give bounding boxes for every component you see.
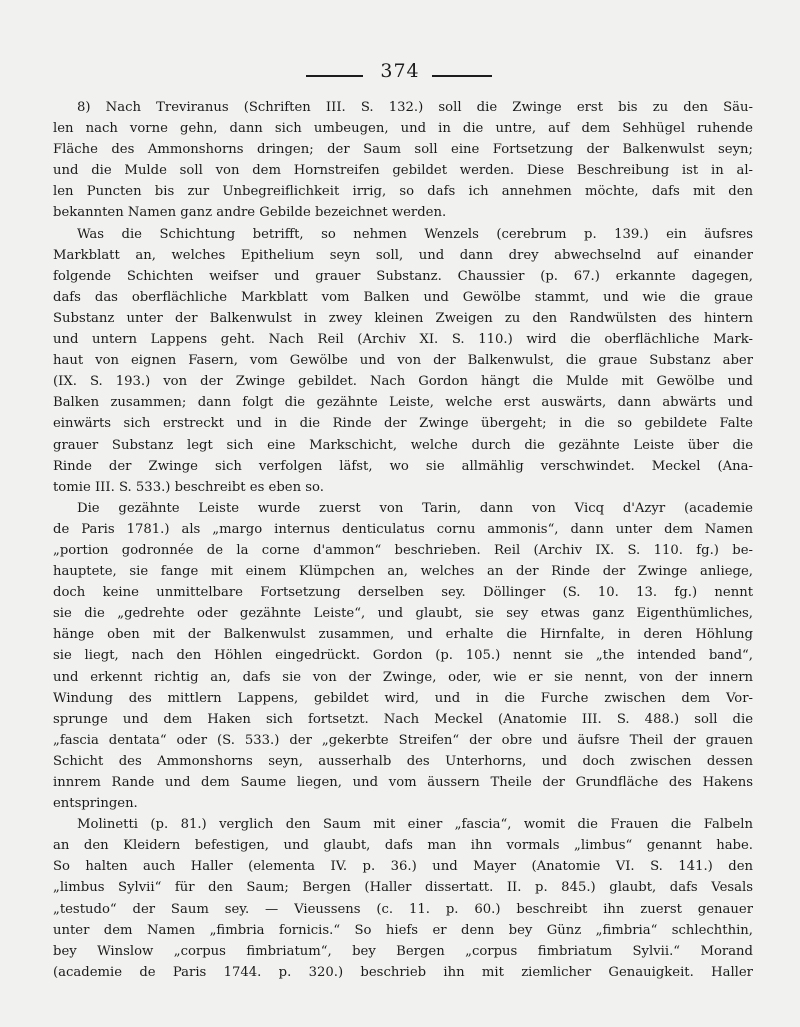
text-line: Substanz unter der Balkenwulst in zwey kleinen Zweigen zu den Randwülsten des hintern <box>53 310 753 326</box>
text-line: entspringen. <box>53 796 138 812</box>
text-line: len Puncten bis zur Unbegreiflichkeit irrig, so dafs ich annehmen möchte, dafs mit den <box>53 184 753 200</box>
text-line: einwärts sich erstreckt und in die Rinde der Zwinge übergeht; in die so gebildete Falte <box>53 416 753 432</box>
text-line: (academie de Paris 1744. p. 320.) beschrieb ihn mit ziemlicher Genauigkeit. Haller <box>53 964 753 980</box>
text-line: „testudo“ der Saum sey. — Vieussens (c. 11. p. 60.) beschreibt ihn zuerst genauer <box>53 901 753 917</box>
text-line: 8) Nach Treviranus (Schriften III. S. 132.) soll die Zwinge erst bis zu den Säu- <box>77 100 753 115</box>
text-line: So halten auch Haller (elementa IV. p. 36.) und Mayer (Anatomie VI. S. 141.) den <box>53 859 753 875</box>
text-line: Rinde der Zwinge sich verfolgen läfst, wo sie allmählig verschwindet. Meckel (Ana- <box>53 458 753 474</box>
text-line: Die gezähnte Leiste wurde zuerst von Tarin, dann von Vicq d'Azyr (academie <box>77 500 753 516</box>
text-line: (IX. S. 193.) von der Zwinge gebildet. Nach Gordon hängt die Mulde mit Gewölbe und <box>53 374 753 390</box>
text-line: „portion godronnée de la corne d'ammon“ beschrieben. Reil (Archiv IX. S. 110. fg.) be- <box>53 542 753 558</box>
body-text <box>53 97 753 983</box>
text-line: und erkennt richtig an, dafs sie von der Zwinge, oder, wie er sie nennt, von der innern <box>53 669 753 685</box>
text-line: doch keine unmittelbare Fortsetzung derselben sey. Döllinger (S. 10. 13. fg.) nennt <box>53 585 753 601</box>
text-line: de Paris 1781.) als „margo internus denticulatus cornu ammonis“, dann unter dem Namen <box>53 521 753 537</box>
text-line: bekannten Namen ganz andre Gebilde bezeichnet werden. <box>53 205 447 221</box>
text-line: „limbus Sylvii“ für den Saum; Bergen (Haller dissertatt. II. p. 845.) glaubt, dafs Vesals <box>53 880 753 896</box>
text-line: Molinetti (p. 81.) verglich den Saum mit einer „fascia“, womit die Frauen die Falbeln <box>77 817 753 833</box>
text-line: haut von eignen Fasern, vom Gewölbe und von der Balkenwulst, die graue Substanz aber <box>53 353 753 369</box>
text-line: an den Kleidern befestigen, und glaubt, dafs man ihn vormals „limbus“ genannt habe. <box>53 838 753 854</box>
text-line: Fläche des Ammonshorns dringen; der Saum soll eine Fortsetzung der Balkenwulst seyn; <box>53 142 753 158</box>
text-line: und untern Lappens geht. Nach Reil (Archiv XI. S. 110.) wird die oberflächliche Mark- <box>53 332 753 348</box>
text-line: Was die Schichtung betrifft, so nehmen Wenzels (cerebrum p. 139.) ein äufsres <box>77 226 753 242</box>
text-line: Schicht des Ammonshorns seyn, ausserhalb des Unterhorns, und doch zwischen dessen <box>53 753 753 769</box>
text-line: „fascia dentata“ oder (S. 533.) der „gekerbte Streifen“ der obre und äufsre Theil der grauen <box>53 732 753 748</box>
text-line: sie liegt, nach den Höhlen eingedrückt. Gordon (p. 105.) nennt sie „the intended band“, <box>53 648 753 664</box>
text-line: len nach vorne gehn, dann sich umbeugen, und in die untre, auf dem Sehhügel ruhende <box>53 121 753 137</box>
text-line: sie die „gedrehte oder gezähnte Leiste“, und glaubt, sie sey etwas ganz Eigenthümliches, <box>53 606 753 622</box>
text-line: bey Winslow „corpus fimbriatum“, bey Bergen „corpus fimbriatum Sylvii.“ Morand <box>53 943 753 959</box>
header-rule-right <box>432 75 492 77</box>
text-line: folgende Schichten weifser und grauer Substanz. Chaussier (p. 67.) erkannte dagegen, <box>53 268 753 284</box>
text-line: Windung des mittlern Lappens, gebildet wird, und in die Furche zwischen dem Vor- <box>53 690 753 706</box>
text-line: dafs das oberflächliche Markblatt vom Balken und Gewölbe stammt, und wie die graue <box>53 289 753 305</box>
text-line: und die Mulde soll von dem Hornstreifen gebildet werden. Diese Beschreibung ist in al- <box>53 163 753 179</box>
text-line: Balken zusammen; dann folgt die gezähnte Leiste, welche erst auswärts, dann abwärts und <box>53 395 753 411</box>
text-line: grauer Substanz legt sich eine Markschicht, welche durch die gezähnte Leiste über die <box>53 437 753 453</box>
text-line: tomie III. S. 533.) beschreibt es eben so. <box>53 479 324 495</box>
text-line: innrem Rande und dem Saume liegen, und vom äussern Theile der Grundfläche des Hakens <box>53 775 753 790</box>
text-line: hauptete, sie fange mit einem Klümpchen an, welches an der Rinde der Zwinge anliege, <box>53 564 753 580</box>
text-line: hänge oben mit der Balkenwulst zusammen, und erhalte die Hirnfalte, in deren Höhlung <box>53 627 753 643</box>
page-number: 374 <box>380 60 420 82</box>
text-line: Markblatt an, welches Epithelium seyn soll, und dann drey abwechselnd auf einander <box>53 247 753 263</box>
text-line: unter dem Namen „fimbria fornicis.“ So hiefs er denn bey Günz „fimbria“ schlechthin, <box>53 922 753 938</box>
text-line: sprunge und dem Haken sich fortsetzt. Nach Meckel (Anatomie III. S. 488.) soll die <box>53 711 753 727</box>
